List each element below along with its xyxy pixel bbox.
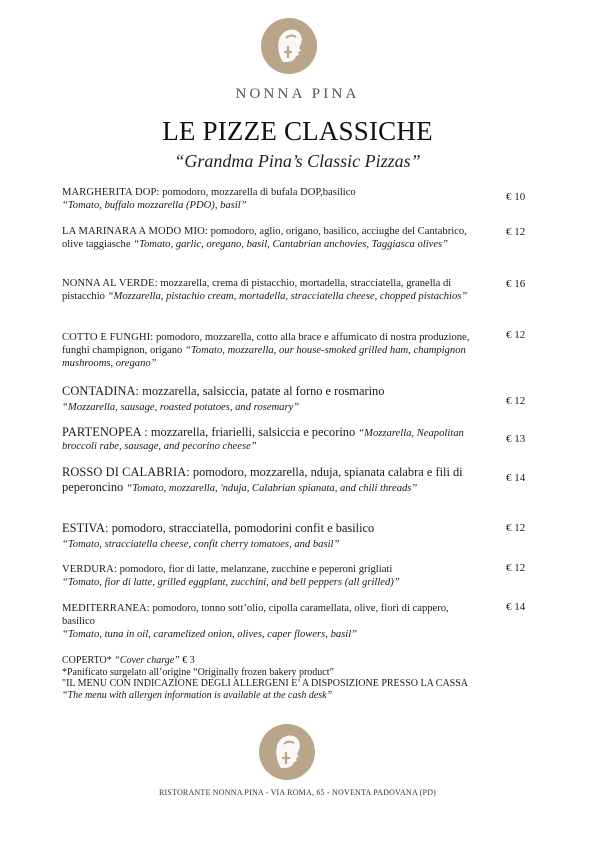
nonna-pina-logo-footer [259, 724, 315, 780]
item-ingredients: mozzarella, friarielli, salsiccia e pecorino [147, 425, 359, 439]
frozen-note: *Panificato surgelato all’origine “Originally frozen bakery product” [62, 666, 334, 678]
menu-item-margherita [62, 186, 480, 212]
menu-notes [62, 655, 482, 701]
item-description: “Mozzarella, sausage, roasted potatoes, and rosemary” [62, 401, 300, 413]
item-ingredients: pomodoro, fior di latte, melanzane, zucchine e peperoni grigliati [116, 564, 393, 575]
item-description: “Tomato, mozzarella, our house-smoked grilled ham, champignon mushrooms, oregano” [62, 345, 466, 369]
item-price: € 16 [506, 278, 526, 290]
menu-item-rosso-di-calabria [62, 465, 480, 496]
item-name: ROSSO DI CALABRIA: [62, 465, 190, 479]
item-name: VERDURA: [62, 564, 117, 575]
menu-item-verdura [62, 563, 480, 589]
item-price: € 10 [506, 191, 526, 203]
menu-item-nonna-al-verde [62, 277, 480, 303]
item-ingredients: mozzarella, crema di pistacchio, mortadella, stracciatella, granella di pistacchio [62, 278, 452, 302]
item-ingredients: mozzarella, salsiccia, patate al forno e rosmarino [139, 384, 385, 398]
item-description: “Tomato, garlic, oregano, basil, Cantabrian anchovies, Taggiasca olives” [133, 239, 449, 250]
brand-name: NONNA PINA [235, 86, 360, 102]
item-description: “Tomato, buffalo mozzarella (PDO), basil” [62, 200, 247, 211]
item-name: MEDITERRANEA: [62, 603, 150, 614]
item-description: “Tomato, tuna in oil, caramelized onion, olives, caper flowers, basil” [62, 629, 358, 640]
item-price: € 12 [506, 226, 526, 238]
item-ingredients: pomodoro, aglio, origano, basilico, acciughe del Cantabrico, olive taggiasche [62, 226, 467, 250]
menu-item-partenopea [62, 426, 480, 453]
item-name: COTTO E FUNGHI: [62, 332, 154, 343]
menu-item-mediterranea [62, 602, 480, 641]
item-ingredients: pomodoro, stracciatella, pomodorini confit e basilico [108, 521, 375, 535]
item-name: CONTADINA: [62, 384, 140, 398]
item-price: € 14 [506, 601, 526, 613]
nonna-pina-logo [261, 18, 317, 74]
menu-item-contadina [62, 384, 480, 415]
item-description: “Tomato, stracciatella cheese, confit cherry tomatoes, and basil” [62, 538, 340, 550]
item-price: € 13 [506, 433, 526, 445]
item-name: PARTENOPEA : [62, 425, 148, 439]
coperto-label: COPERTO* [62, 655, 115, 666]
menu-item-marinara [62, 225, 480, 251]
item-description: “Mozzarella, Neapolitan broccoli rabe, sausage, and pecorino cheese” [62, 428, 464, 452]
item-price: € 12 [506, 329, 526, 341]
item-price: € 12 [506, 522, 526, 534]
item-price: € 14 [506, 472, 526, 484]
footer-address: RISTORANTE NONNA PINA - VIA ROMA, 65 - NOVENTA PADOVANA (PD) [158, 788, 437, 797]
item-description: “Tomato, mozzarella, 'nduja, Calabrian spianata, and chili threads” [126, 482, 418, 494]
coperto-price: € 3 [179, 655, 195, 666]
item-ingredients: pomodoro, mozzarella di bufala DOP,basilico [159, 187, 356, 198]
allergen-note: "IL MENU CON INDICAZIONE DEGLI ALLERGENI E’ A DISPOSIZIONE PRESSO LA CASSA [62, 678, 468, 690]
coperto-description: “Cover charge” [114, 655, 180, 666]
item-name: ESTIVA: [62, 521, 109, 535]
item-ingredients: pomodoro, mozzarella, cotto alla brace e affumicato di nostra produzione, funghi champignon, origano [62, 332, 470, 356]
item-ingredients: pomodoro, tonno sott’olio, cipolla caramellata, olive, fiori di cappero, basilico [62, 603, 449, 627]
item-ingredients: pomodoro, mozzarella, nduja, spianata calabra e fili di peperoncino [62, 465, 463, 494]
item-description: “Mozzarella, pistachio cream, mortadella, stracciatella cheese, chopped pistachios” [107, 291, 468, 302]
item-name: LA MARINARA A MODO MIO: [62, 226, 208, 237]
item-name: NONNA AL VERDE: [62, 278, 158, 289]
page-title: LE PIZZE CLASSICHE [162, 116, 433, 146]
item-description: “Tomato, fior di latte, grilled eggplant, zucchini, and bell peppers (all grilled)” [62, 577, 400, 588]
allergen-description: “The menu with allergen information is available at the cash desk” [62, 689, 333, 701]
menu-item-estiva [62, 521, 480, 552]
menu-item-cotto-funghi [62, 331, 480, 370]
item-price: € 12 [506, 562, 526, 574]
page-subtitle: “Grandma Pina’s Classic Pizzas” [174, 151, 421, 171]
item-name: MARGHERITA DOP: [62, 187, 160, 198]
item-price: € 12 [506, 395, 526, 407]
